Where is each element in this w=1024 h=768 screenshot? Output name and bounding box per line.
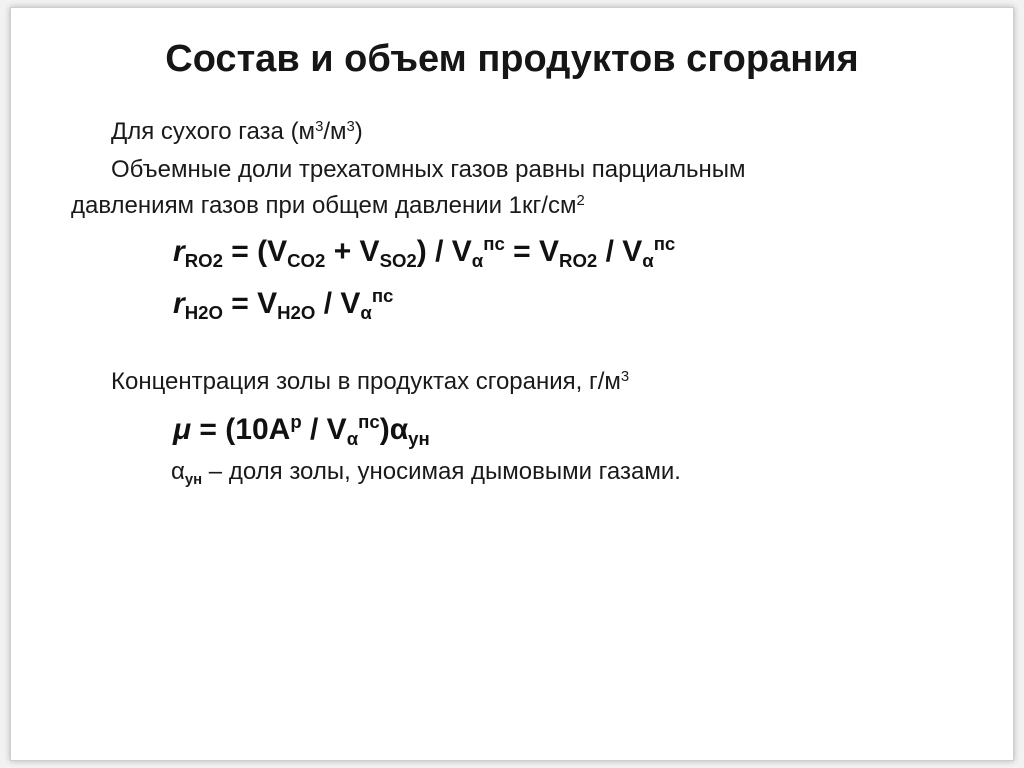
slide	[10, 7, 1014, 761]
ash-concentration-text: Концентрация золы в продуктах сгорания, $г/м^3$	[111, 368, 630, 395]
formula-r-h2o: $r_{H2O} = V_{H2O} / V_\alpha^{пс}$	[173, 284, 394, 323]
formula-mu: $\mu = (10A^р / V_\alpha^{пс})\alpha_{ун}$	[173, 410, 430, 449]
triatomic-gases-line-1: Объемные доли трехатомных газов равны парциальным	[111, 156, 746, 183]
triatomic-gases-line-2: давлениям газов при общем давлении $1кг/см^2$	[71, 192, 585, 219]
alpha-definition: $\alpha_{ун}$ – доля золы, уносимая дымовыми газами.	[171, 458, 681, 488]
dry-gas-text: Для сухого газа $(м^3/м^3)$	[111, 118, 363, 145]
slide-title: Состав и объем продуктов сгорания	[165, 38, 859, 80]
formula-r-ro2: $r_{RO2} = (V_{CO2} + V_{SO2}) / V_\alpha^{пс} = V_{RO2} / V_\alpha^{пс}$	[173, 232, 676, 271]
